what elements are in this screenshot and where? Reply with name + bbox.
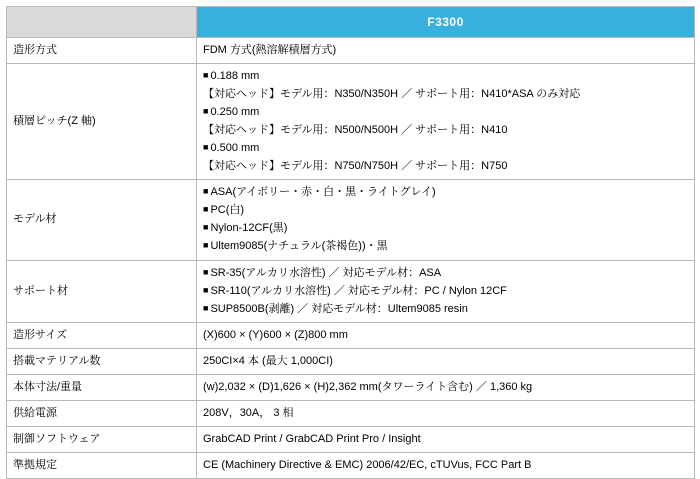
spec-label: 積層ピッチ(Z 軸) bbox=[7, 64, 197, 180]
spec-value-line: 【対応ヘッド】モデル用：N500/N500H ／ サポート用：N410 bbox=[203, 124, 508, 137]
spec-value-line: ■ Nylon-12CF(黒) bbox=[203, 220, 688, 237]
spec-value-line: 【対応ヘッド】モデル用：N350/N350H ／ サポート用：N410*ASA のみ対応 bbox=[203, 88, 581, 101]
spec-value-line: CE (Machinery Directive & EMC) 2006/42/EC, cTUVus, FCC Part B bbox=[203, 458, 532, 471]
table-row bbox=[7, 452, 695, 478]
spec-value bbox=[197, 180, 695, 260]
spec-label: 準拠規定 bbox=[7, 452, 197, 478]
spec-value bbox=[197, 64, 695, 180]
table-header bbox=[7, 7, 695, 38]
spec-value-line: ■ 0.188 mm bbox=[203, 68, 688, 85]
specification-table bbox=[6, 6, 695, 479]
spec-value-line: FDM 方式(熱溶解積層方式) bbox=[203, 44, 337, 56]
table-body bbox=[7, 38, 695, 479]
spec-value-line: ■ SUP8500B(剥離) ／ 対応モデル材：Ultem9085 resin bbox=[203, 301, 688, 318]
spec-value bbox=[197, 452, 695, 478]
header-blank-cell bbox=[7, 7, 197, 38]
spec-value-line: (w)2,032 × (D)1,626 × (H)2,362 mm(タワーライト含む) ／ 1,360 kg bbox=[203, 380, 533, 393]
spec-label: 搭載マテリアル数 bbox=[7, 348, 197, 374]
spec-label: 供給電源 bbox=[7, 400, 197, 426]
table-row bbox=[7, 374, 695, 400]
spec-value-line: (X)600 × (Y)600 × (Z)800 mm bbox=[203, 328, 348, 341]
table-row bbox=[7, 322, 695, 348]
header-model-name: F3300 bbox=[197, 7, 695, 38]
spec-value-line: 250CI×4 本 (最大 1,000CI) bbox=[203, 354, 333, 367]
spec-value bbox=[197, 260, 695, 322]
spec-value bbox=[197, 348, 695, 374]
spec-label: 制御ソフトウェア bbox=[7, 426, 197, 452]
spec-value-line: ■ Ultem9085(ナチュラル(茶褐色))・黒 bbox=[203, 238, 688, 255]
spec-label: 造形方式 bbox=[7, 38, 197, 64]
table-row bbox=[7, 348, 695, 374]
spec-value-line: ■ PC(白) bbox=[203, 202, 688, 219]
spec-label: 本体寸法/重量 bbox=[7, 374, 197, 400]
table-row bbox=[7, 38, 695, 64]
table-row bbox=[7, 64, 695, 180]
spec-label: 造形サイズ bbox=[7, 322, 197, 348]
spec-value-line: 208V，30A， 3 相 bbox=[203, 406, 294, 419]
spec-value bbox=[197, 374, 695, 400]
spec-value bbox=[197, 426, 695, 452]
spec-value-line: ■ SR-35(アルカリ水溶性) ／ 対応モデル材：ASA bbox=[203, 265, 688, 282]
spec-value-line: ■ 0.250 mm bbox=[203, 104, 688, 121]
table-row bbox=[7, 180, 695, 260]
spec-value-line: ■ ASA(アイボリー・赤・白・黒・ライトグレイ) bbox=[203, 184, 688, 201]
spec-value-line: GrabCAD Print / GrabCAD Print Pro / Insight bbox=[203, 432, 421, 445]
spec-label: サポート材 bbox=[7, 260, 197, 322]
spec-value bbox=[197, 38, 695, 64]
table-row bbox=[7, 426, 695, 452]
table-row bbox=[7, 260, 695, 322]
spec-label: モデル材 bbox=[7, 180, 197, 260]
spec-value-line: ■ 0.500 mm bbox=[203, 140, 688, 157]
spec-value bbox=[197, 322, 695, 348]
table-header-row bbox=[7, 7, 695, 38]
table-row bbox=[7, 400, 695, 426]
spec-value-line: 【対応ヘッド】モデル用：N750/N750H ／ サポート用：N750 bbox=[203, 160, 508, 173]
spec-value-line: ■ SR-110(アルカリ水溶性) ／ 対応モデル材：PC / Nylon 12CF bbox=[203, 283, 688, 300]
spec-value bbox=[197, 400, 695, 426]
